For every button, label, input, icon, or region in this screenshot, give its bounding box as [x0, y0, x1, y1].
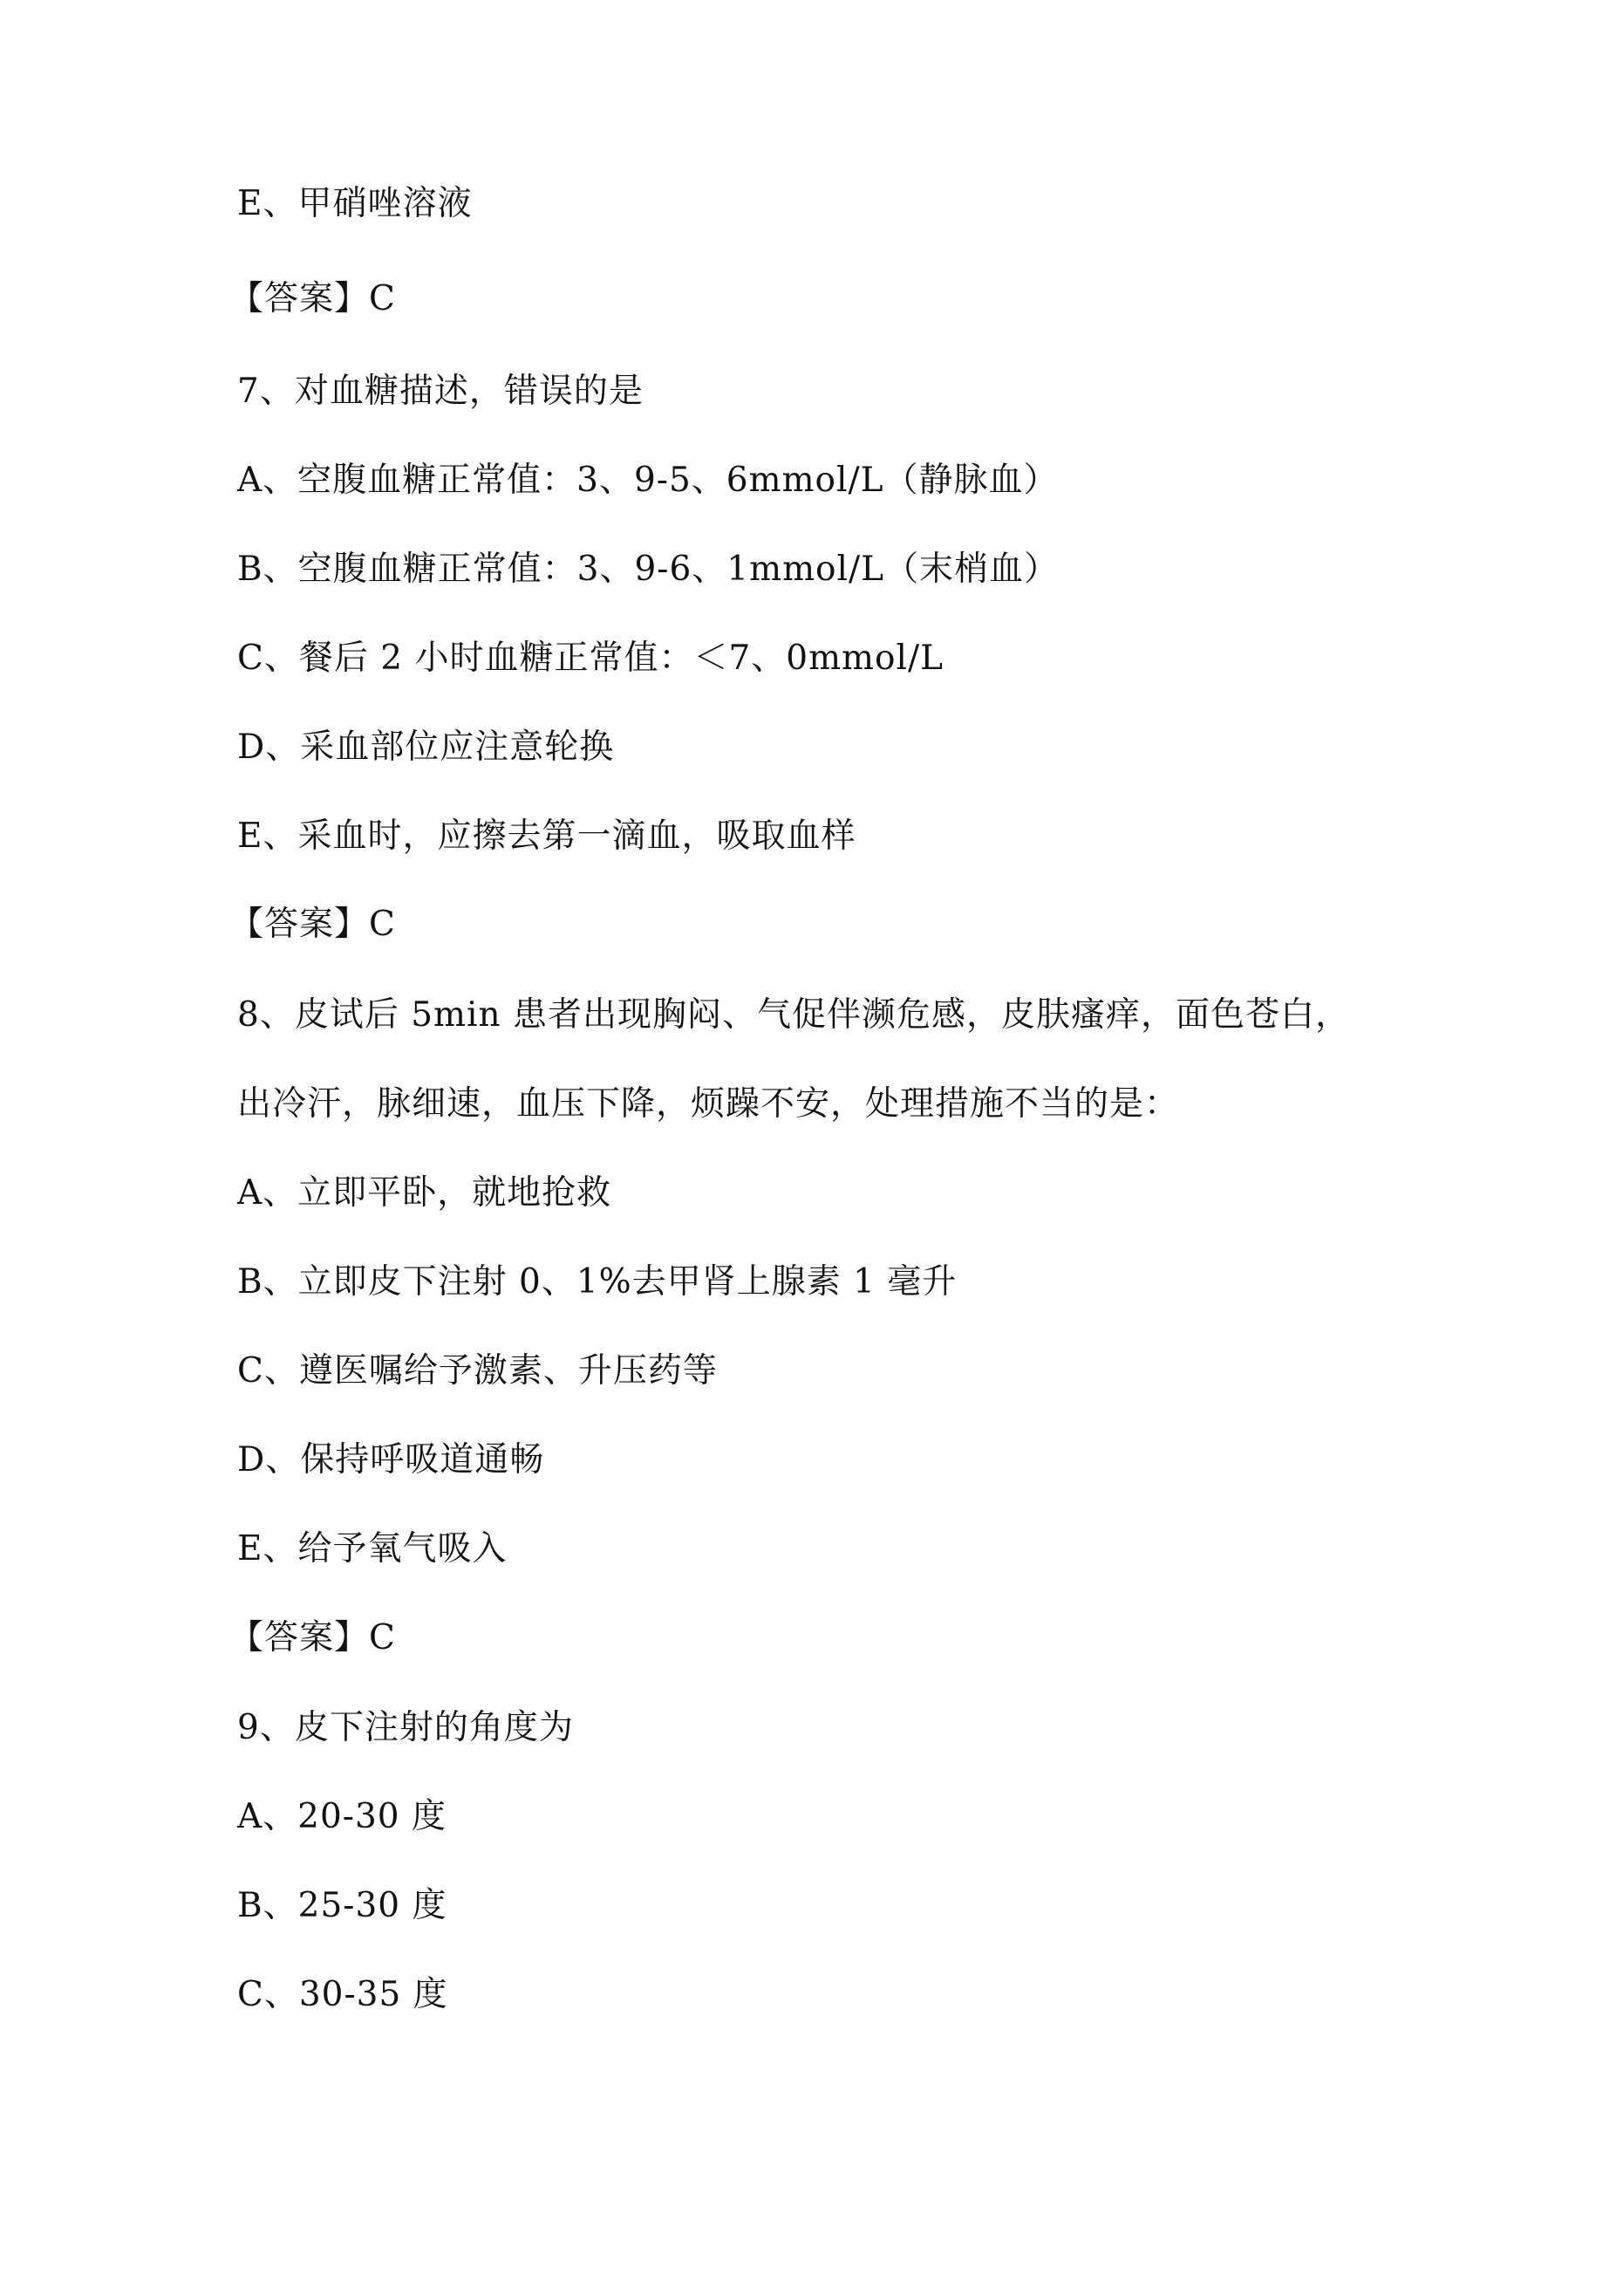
- q7-option-c: C、餐后 2 小时血糖正常值：＜7、0mmol/L: [237, 639, 944, 678]
- q8-option-a: A、立即平卧，就地抢救: [237, 1173, 612, 1213]
- q7-option-e: E、采血时，应擦去第一滴血，吸取血样: [237, 817, 856, 856]
- q7-option-b: B、空腹血糖正常值：3、9-6、1mmol/L（末梢血）: [237, 550, 1060, 589]
- q6-option-e: E、甲硝唑溶液: [237, 184, 473, 223]
- q9-option-a: A、20-30 度: [237, 1797, 447, 1836]
- q9-option-b: B、25-30 度: [237, 1886, 447, 1925]
- q8-stem-line-2: 出冷汗，脉细速，血压下降，烦躁不安，处理措施不当的是：: [237, 1084, 1180, 1124]
- q8-stem-line-1: 8、皮试后 5min 患者出现胸闷、气促伴濒危感，皮肤瘙痒，面色苍白，: [237, 995, 1350, 1035]
- q8-option-e: E、给予氧气吸入: [237, 1529, 508, 1568]
- q8-option-b: B、立即皮下注射 0、1%去甲肾上腺素 1 毫升: [237, 1262, 958, 1302]
- q7-stem: 7、对血糖描述，错误的是: [237, 372, 644, 411]
- q8-answer: 【答案】C: [229, 1618, 396, 1657]
- q7-answer: 【答案】C: [229, 905, 396, 944]
- q8-option-d: D、保持呼吸道通畅: [237, 1440, 545, 1479]
- q6-answer: 【答案】C: [229, 279, 396, 318]
- q9-stem: 9、皮下注射的角度为: [237, 1708, 574, 1747]
- q7-option-a: A、空腹血糖正常值：3、9-5、6mmol/L（静脉血）: [237, 461, 1059, 500]
- q7-option-d: D、采血部位应注意轮换: [237, 728, 615, 767]
- q9-option-c: C、30-35 度: [237, 1975, 448, 2014]
- q8-option-c: C、遵医嘱给予激素、升压药等: [237, 1351, 718, 1391]
